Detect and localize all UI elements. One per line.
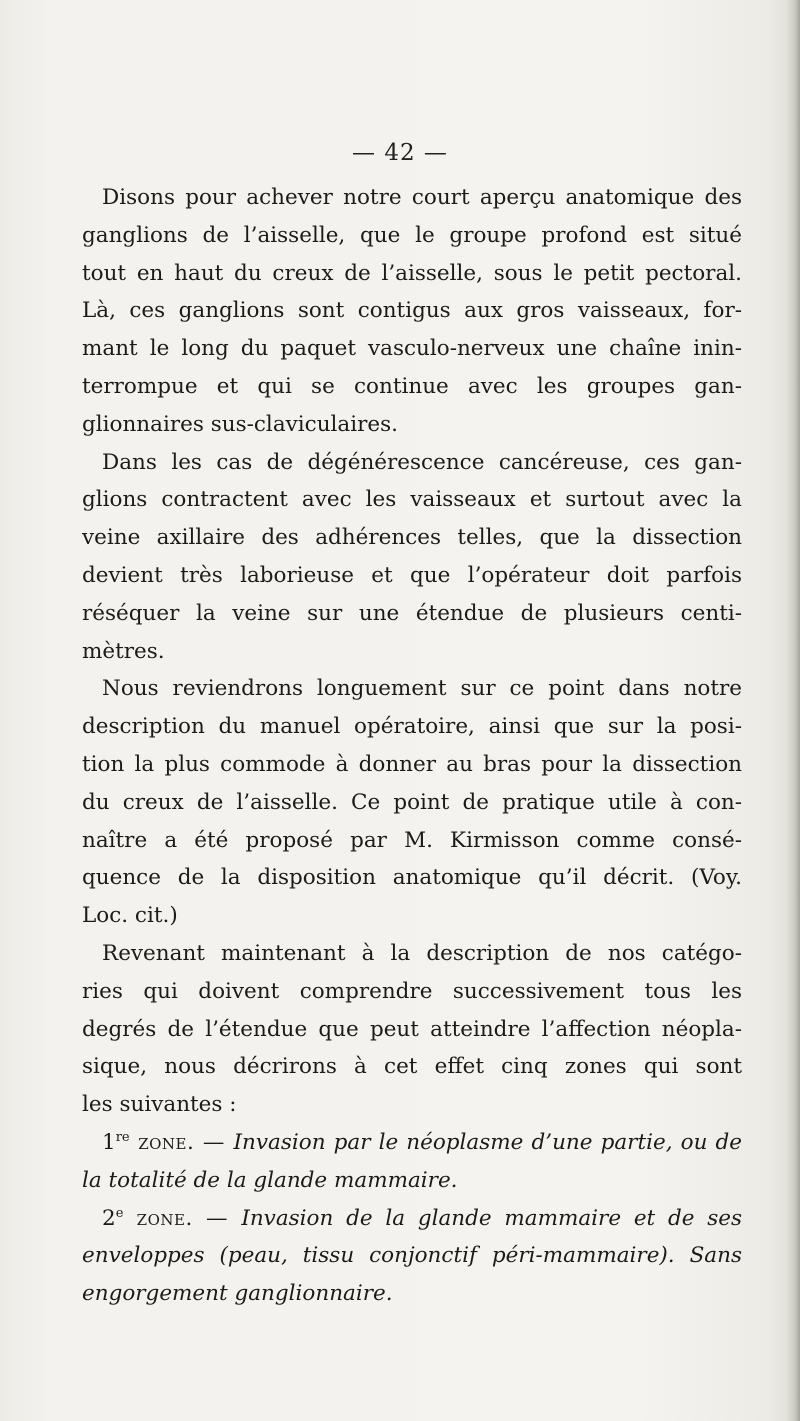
zone-ordinal: re [115,1129,130,1145]
text-line: degrés de l’étendue que peut atteindre l’affection néopla- [82,1016,742,1042]
text-line: devient très laborieuse et que l’opérateur doit parfois [82,562,742,588]
text-line: tout en haut du creux de l’aisselle, sous le petit pectoral. [82,260,742,286]
text-line: Dans les cas de dégénérescence cancéreuse, ces gan- [102,449,742,475]
text-line: terrompue et qui se continue avec les groupes gan- [82,373,742,399]
text-line: Disons pour achever notre court aperçu anatomique des [102,185,742,210]
text-line: quence de la disposition anatomique qu’il décrit. (Voy. [82,865,742,891]
text-line: réséquer la veine sur une étendue de plusieurs centi- [82,600,742,626]
zone-description-line: engorgement ganglionnaire. [82,1281,393,1307]
zone-label: zone. — [123,1205,242,1231]
text-line: naître a été proposé par M. Kirmisson comme consé- [82,827,742,853]
text-line: veine axillaire des adhérences telles, que la dissection [82,525,742,551]
text-line: les suivantes : [82,1092,237,1118]
zone-description-line: la totalité de la glande mammaire. [82,1167,458,1193]
text-line: du creux de l’aisselle. Ce point de pratique utile à con- [82,789,742,815]
zone-2-heading-line [82,1200,742,1238]
text-line: Là, ces ganglions sont contigus aux gros vaisseaux, for- [82,298,742,324]
text-line: sique, nous décrirons à cet effet cinq zones qui sont [82,1054,742,1080]
text-line: glions contractent avec les vaisseaux et surtout avec la [82,487,742,513]
text-line: Revenant maintenant à la description de nos catégo- [102,940,742,966]
zone-number: 2 [102,1205,116,1231]
zone-description: Invasion de la glande mammaire et de ses [241,1205,742,1231]
text-line: tion la plus commode à donner au bras pour la dissection [82,751,742,777]
text-line: ganglions de l’aisselle, que le groupe profond est situé [82,222,742,248]
text-line: glionnaires sus-claviculaires. [82,411,398,437]
page-edge-shadow [786,0,800,1421]
zone-label: zone. — [129,1129,234,1155]
text-line: description du manuel opératoire, ainsi que sur la posi- [82,714,742,740]
zone-description: Invasion par le néoplasme d’une partie, ou de [233,1129,742,1155]
zone-description-line: enveloppes (peau, tissu conjonctif péri-mammaire). Sans [82,1243,742,1269]
page-number: — 42 — [352,140,448,166]
body-text [82,179,742,1313]
text-line: mètres. [82,638,165,664]
zone-number: 1 [102,1129,116,1155]
zone-1-heading-line [82,1124,742,1162]
text-line: mant le long du paquet vasculo-nerveux une chaîne inin- [82,336,742,362]
zone-ordinal: e [115,1205,124,1221]
text-line: ries qui doivent comprendre successivement tous les [82,978,742,1004]
text-line: Loc. cit.) [82,903,178,929]
text-line: Nous reviendrons longuement sur ce point dans notre [102,676,742,702]
